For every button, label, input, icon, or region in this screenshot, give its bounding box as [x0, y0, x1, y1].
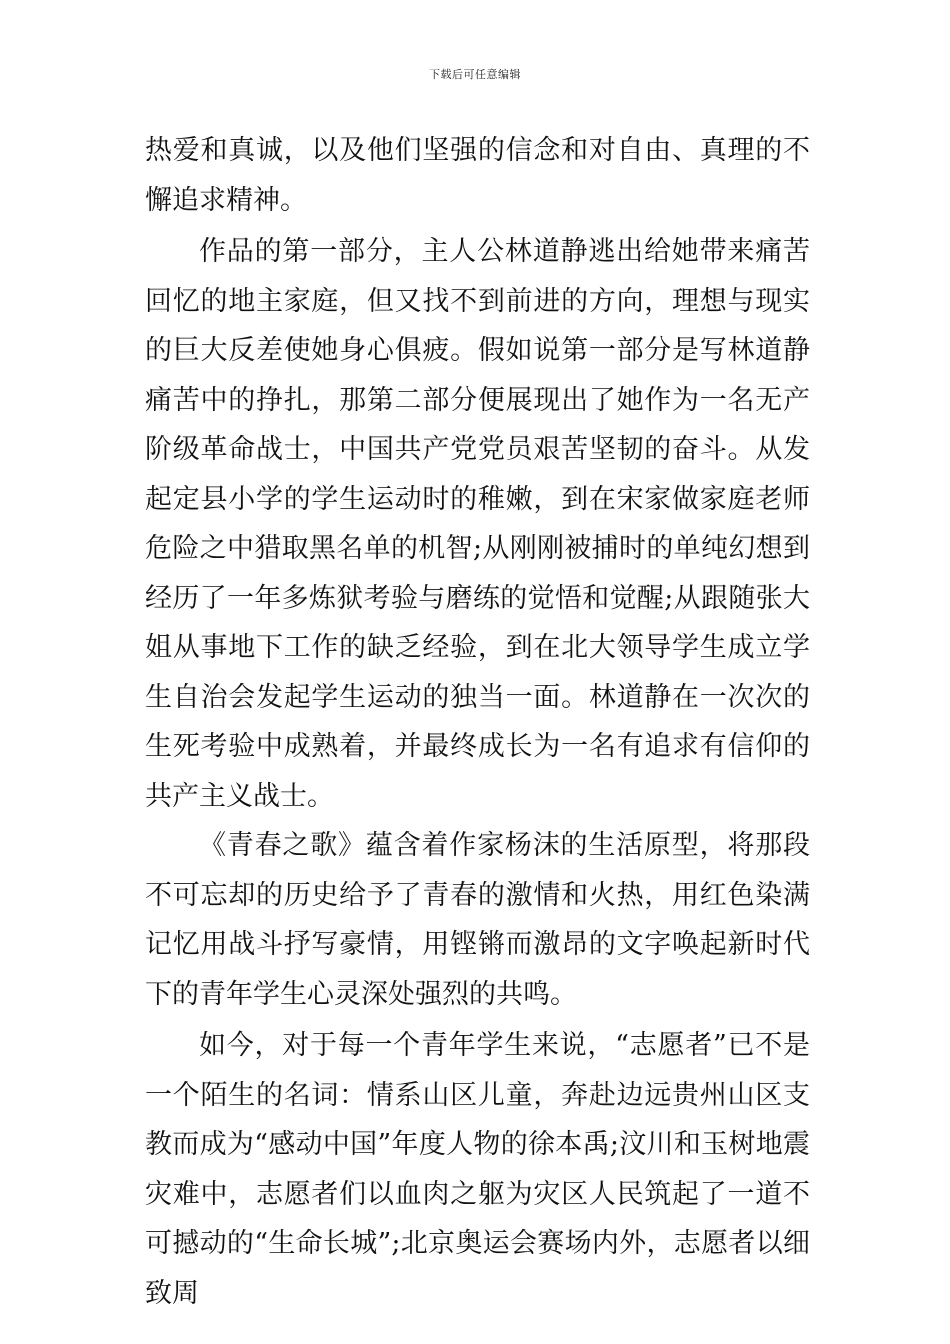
paragraph-first-part: 作品的第一部分，主人公林道静逃出给她带来痛苦回忆的地主家庭，但又找不到前进的方向，理想与现实的巨大反差使她身心俱疲。假如说第一部分是写林道静痛苦中的挣扎，那第二部分便展现出了她作为一名无产阶级革命战士，中国共产党党员艰苦坚韧的奋斗。从发起定县小学的学生运动时的稚嫩，到在宋家做家庭老师危险之中猎取黑名单的机智;从刚刚被捕时的单纯幻想到经历了一年多炼狱考验与磨练的觉悟和觉醒;从跟随张大姐从事地下工作的缺乏经验，到在北大领导学生成立学生自治会发起学生运动的独当一面。林道静在一次次的生死考验中成熟着，并最终成长为一名有追求有信仰的共产主义战士。	[145, 236, 810, 812]
paragraph-qingchun-zhige: 《青春之歌》蕴含着作家杨沫的生活原型，将那段不可忘却的历史给予了青春的激情和火热，用红色染满记忆用战斗抒写豪情，用铿锵而激昂的文字唤起新时代下的青年学生心灵深处强烈的共鸣。	[145, 830, 810, 1010]
document-body	[145, 126, 810, 1318]
paragraph-continuation: 热爱和真诚，以及他们坚强的信念和对自由、真理的不懈追求精神。	[145, 135, 810, 216]
paragraph-volunteers: 如今，对于每一个青年学生来说，“志愿者”已不是一个陌生的名词：情系山区儿童，奔赴边远贵州山区支教而成为“感动中国”年度人物的徐本禹;汶川和玉树地震灾难中，志愿者们以血肉之躯为灾区人民筑起了一道不可撼动的“生命长城”;北京奥运会赛场内外，志愿者以细致周	[145, 1030, 810, 1309]
page-header: 下载后可任意编辑	[429, 68, 521, 81]
